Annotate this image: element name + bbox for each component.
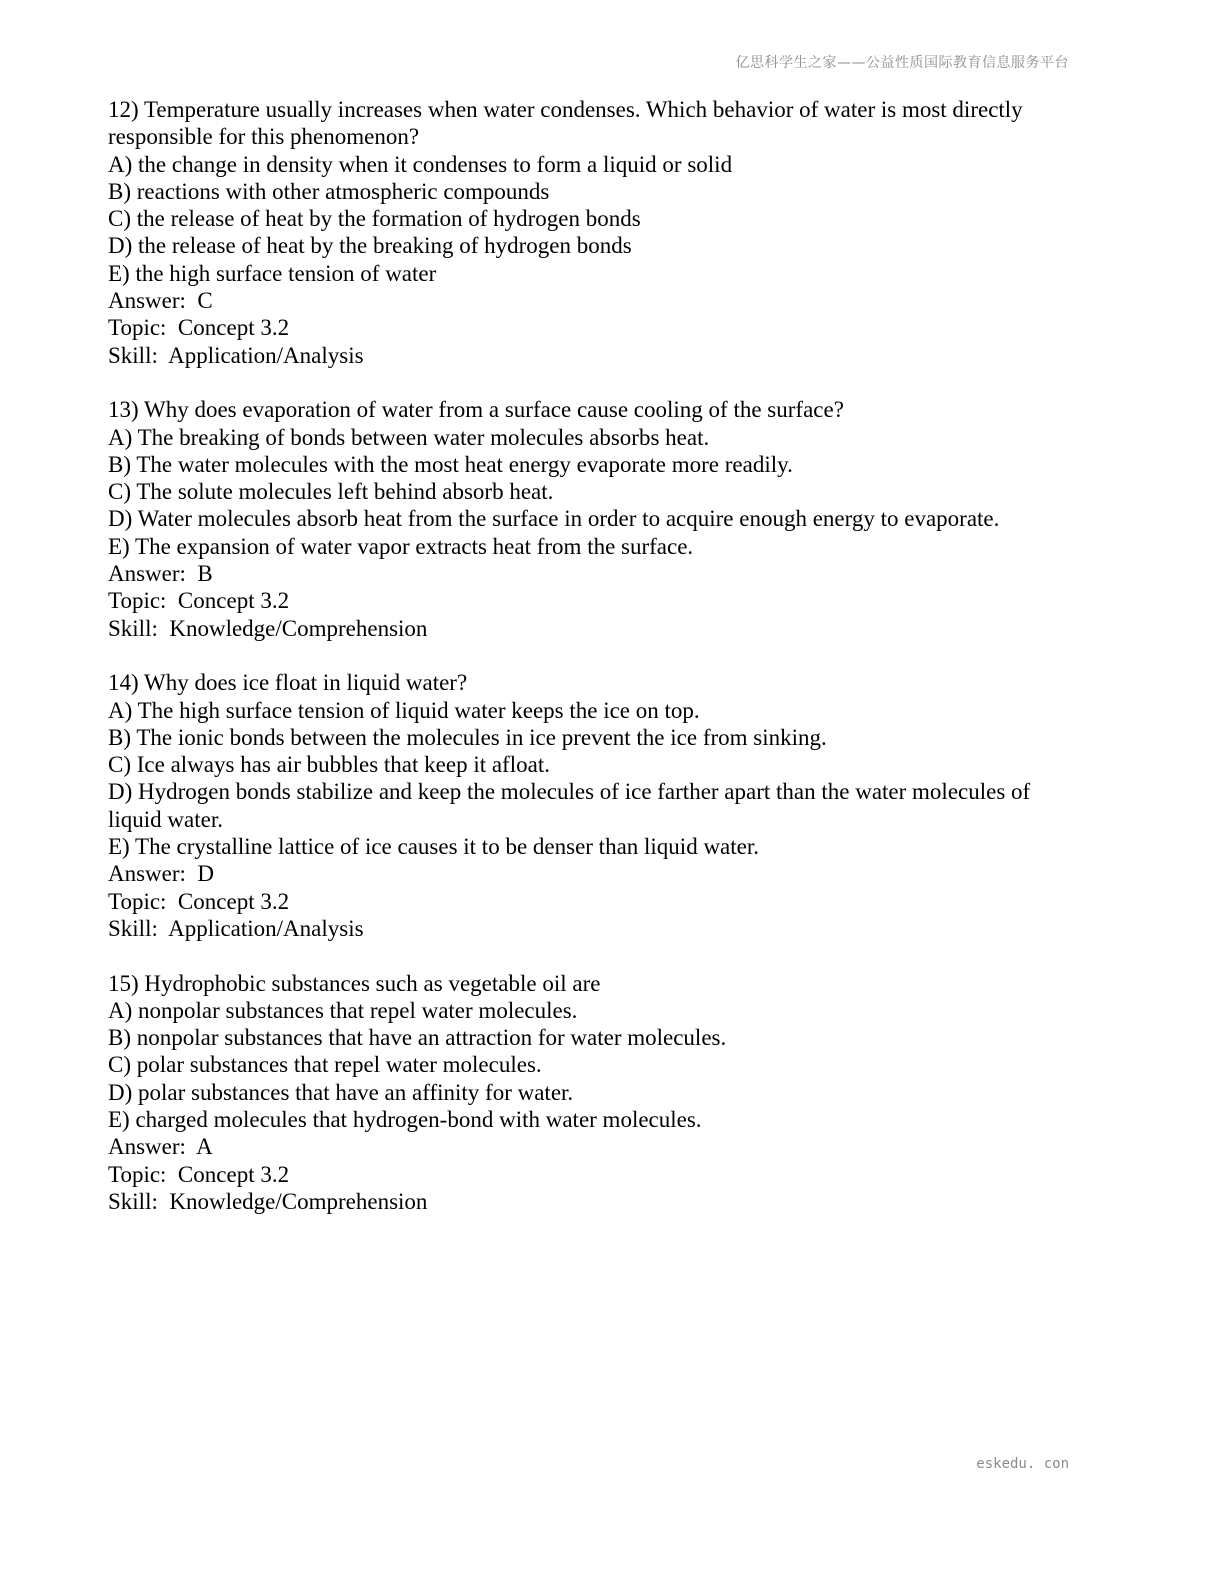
- option-a: A) The high surface tension of liquid water keeps the ice on top.: [108, 697, 700, 723]
- question-stem: 12) Temperature usually increases when water condenses. Which behavior of water is most directly responsible for this phenomenon?: [108, 97, 1029, 150]
- skill-line: Skill: Knowledge/Comprehension: [108, 615, 428, 641]
- skill-line: Skill: Application/Analysis: [108, 915, 364, 941]
- option-d: D) Water molecules absorb heat from the surface in order to acquire enough energy to evaporate.: [108, 506, 1000, 532]
- option-b: B) The ionic bonds between the molecules in ice prevent the ice from sinking.: [108, 724, 827, 750]
- answer-line: Answer: C: [108, 288, 213, 314]
- option-a: A) nonpolar substances that repel water molecules.: [108, 997, 578, 1023]
- option-e: E) The expansion of water vapor extracts heat from the surface.: [108, 533, 694, 559]
- footer-watermark: eskedu. con: [976, 1456, 1069, 1472]
- option-d: D) polar substances that have an affinity for water.: [108, 1079, 574, 1105]
- question-15: [108, 970, 1078, 1216]
- question-12: [108, 96, 1078, 369]
- option-c: C) polar substances that repel water molecules.: [108, 1052, 542, 1078]
- option-c: C) Ice always has air bubbles that keep it afloat.: [108, 752, 550, 778]
- question-stem: 15) Hydrophobic substances such as vegetable oil are: [108, 970, 601, 996]
- question-stem: 13) Why does evaporation of water from a surface cause cooling of the surface?: [108, 397, 844, 423]
- answer-line: Answer: B: [108, 561, 213, 587]
- option-c: C) The solute molecules left behind absorb heat.: [108, 479, 554, 505]
- skill-line: Skill: Knowledge/Comprehension: [108, 1188, 428, 1214]
- skill-line: Skill: Application/Analysis: [108, 342, 364, 368]
- option-e: E) the high surface tension of water: [108, 260, 437, 286]
- option-e: E) charged molecules that hydrogen-bond with water molecules.: [108, 1106, 702, 1132]
- question-stem: 14) Why does ice float in liquid water?: [108, 670, 468, 696]
- option-b: B) The water molecules with the most heat energy evaporate more readily.: [108, 451, 793, 477]
- option-b: B) reactions with other atmospheric compounds: [108, 178, 550, 204]
- topic-line: Topic: Concept 3.2: [108, 588, 290, 614]
- question-list: [108, 96, 1078, 1242]
- question-13: [108, 396, 1078, 642]
- option-b: B) nonpolar substances that have an attraction for water molecules.: [108, 1025, 727, 1051]
- option-d: D) the release of heat by the breaking of hydrogen bonds: [108, 233, 632, 259]
- option-c: C) the release of heat by the formation of hydrogen bonds: [108, 206, 641, 232]
- answer-line: Answer: D: [108, 861, 215, 887]
- option-e: E) The crystalline lattice of ice causes it to be denser than liquid water.: [108, 834, 760, 860]
- option-a: A) the change in density when it condenses to form a liquid or solid: [108, 151, 733, 177]
- topic-line: Topic: Concept 3.2: [108, 888, 290, 914]
- option-d: D) Hydrogen bonds stabilize and keep the molecules of ice farther apart than the water molecules of liquid water.: [108, 779, 1036, 832]
- answer-line: Answer: A: [108, 1134, 213, 1160]
- option-a: A) The breaking of bonds between water molecules absorbs heat.: [108, 424, 710, 450]
- topic-line: Topic: Concept 3.2: [108, 1161, 290, 1187]
- question-14: [108, 669, 1078, 942]
- header-banner: 亿思科学生之家——公益性质国际教育信息服务平台: [735, 55, 1069, 71]
- topic-line: Topic: Concept 3.2: [108, 315, 290, 341]
